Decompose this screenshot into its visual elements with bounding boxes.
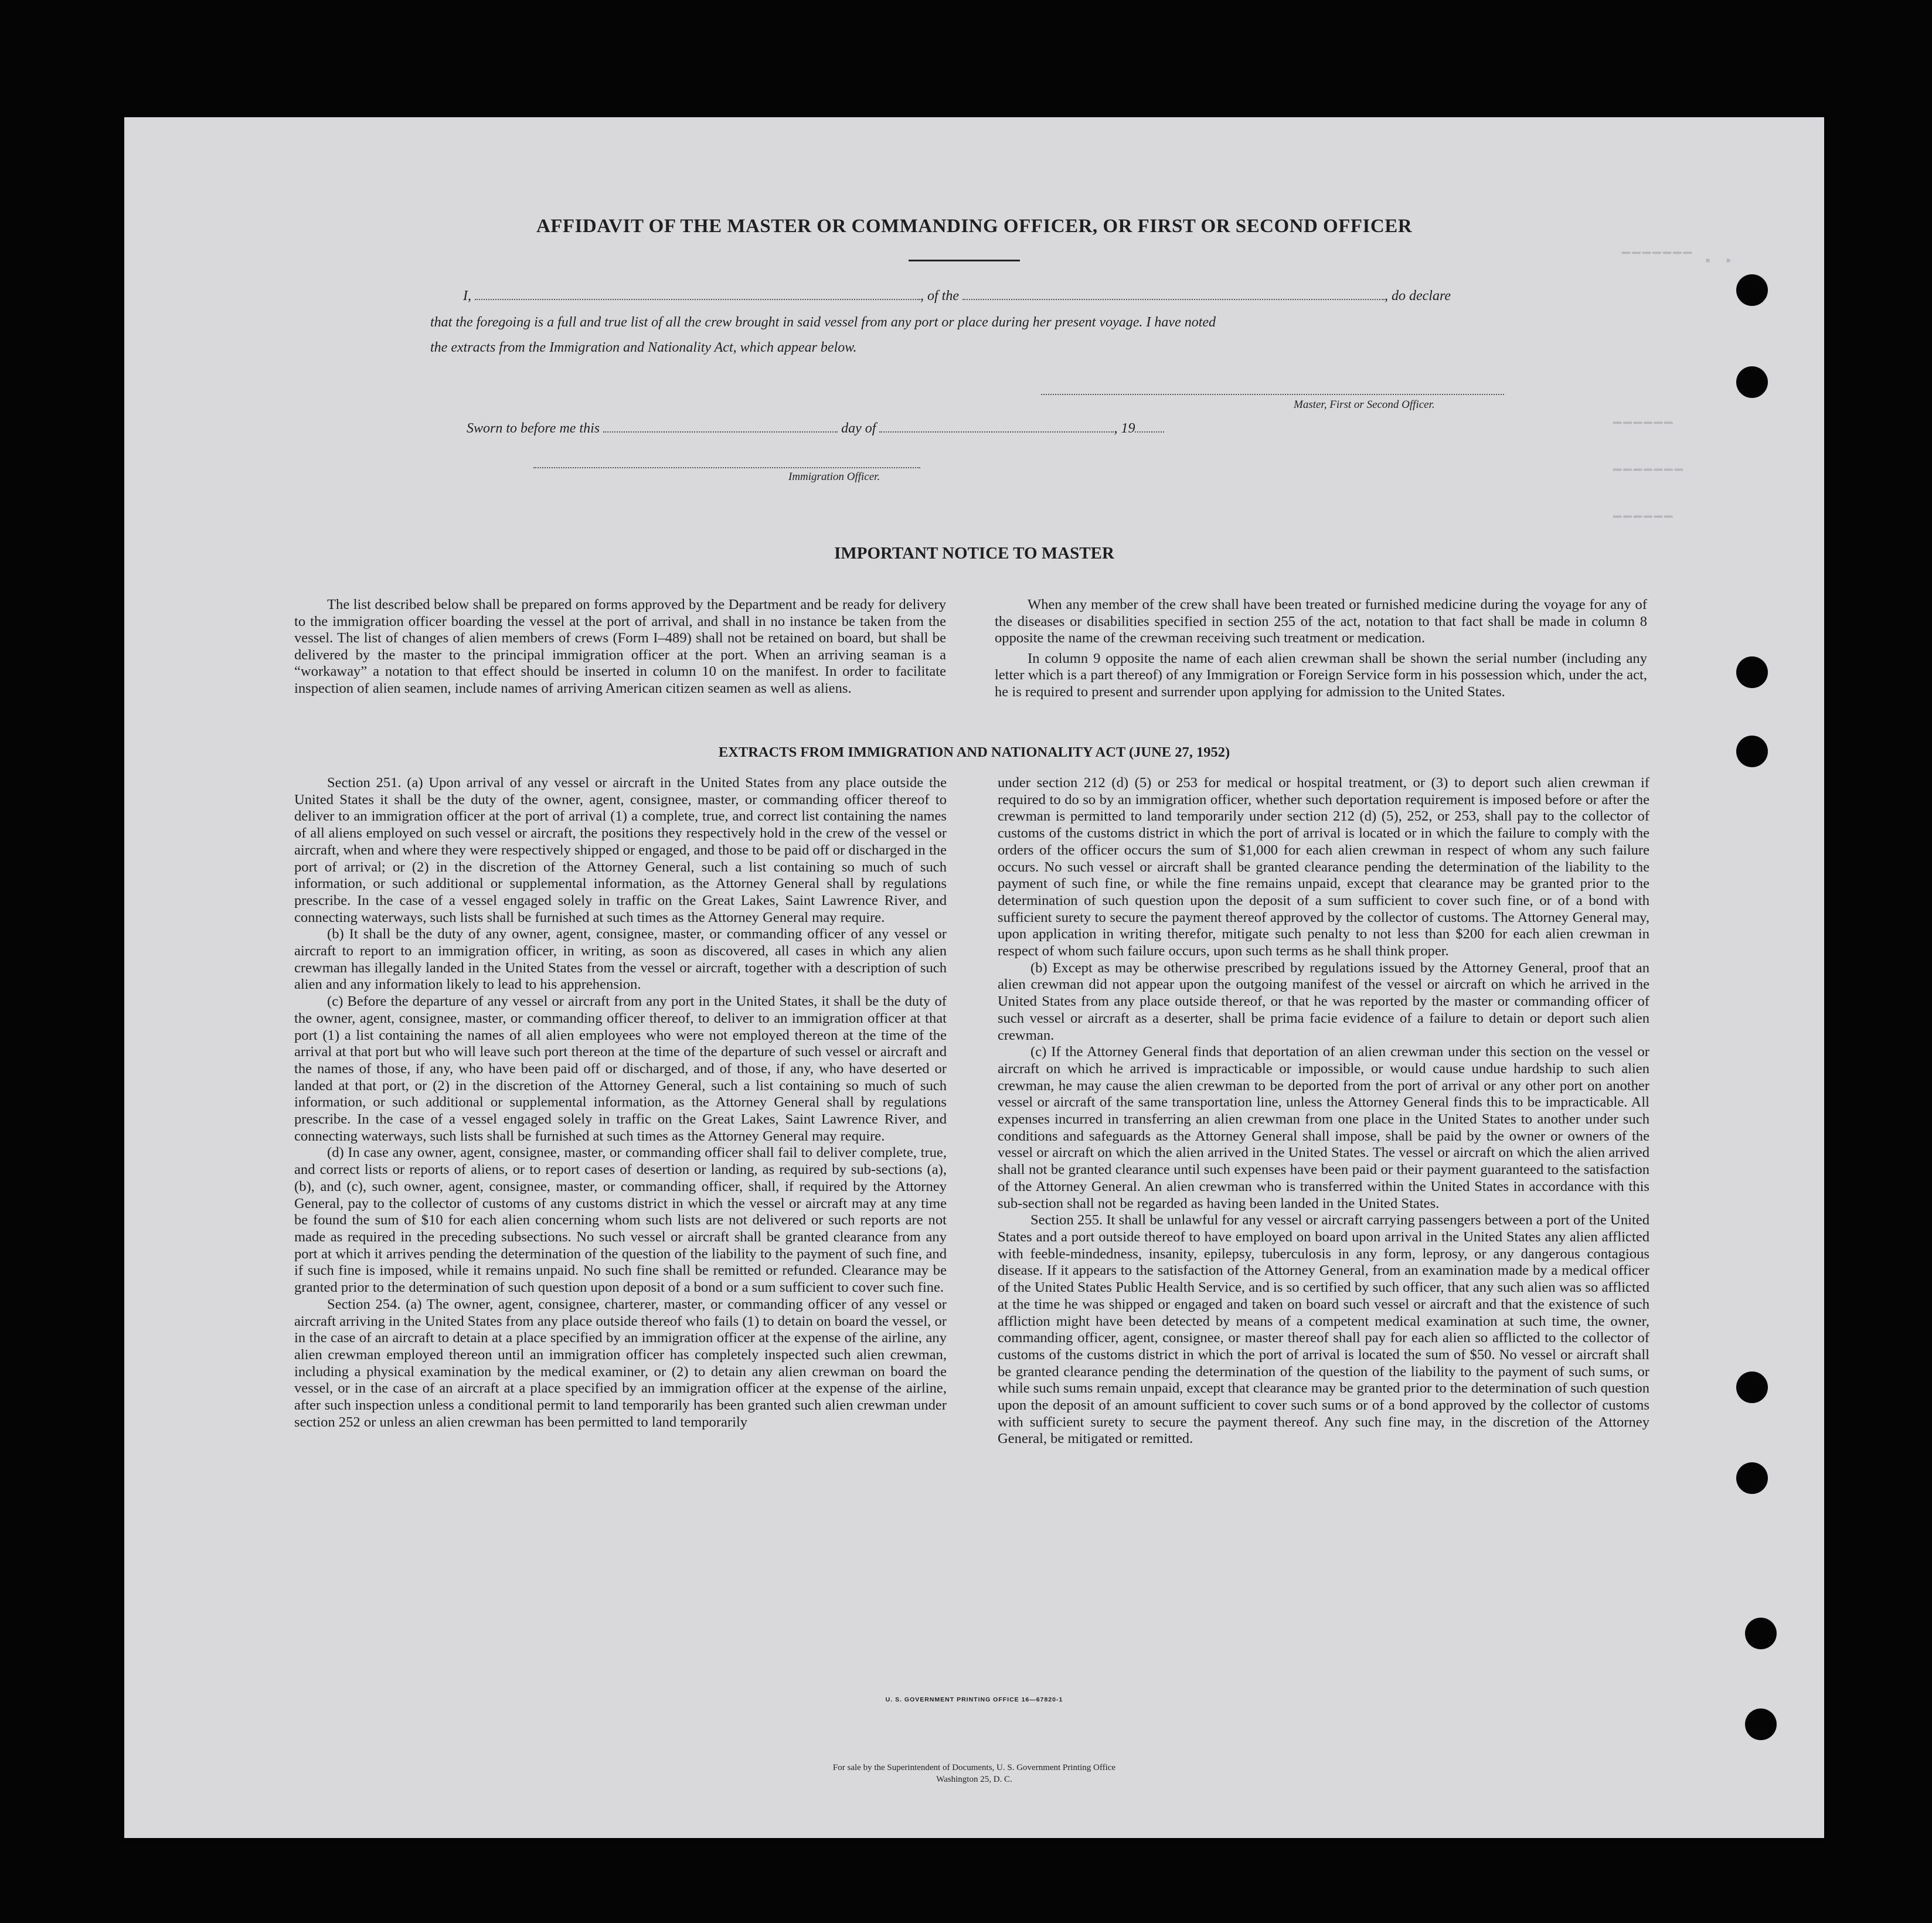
section-254c: (c) If the Attorney General finds that deportation of an alien crewman under this section on the vessel or aircraft on which he arrived is impracticable or impossible, or would cause undue hardship to such alien crewman, he may cause the alien crewman to be deported from the port of arrival or any other port on another vessel or aircraft of the same transportation line, unless the Attorney General finds this to be impracticable. All expenses incurred in transferring an alien crewman from one place in the United States to another under such conditions and safeguards as the Attorney General shall impose, shall be paid by the owner or owners of the vessel or aircraft on which the alien arrived in the United States. The vessel or aircraft on which the alien arrived shall not be granted clearance until such expenses have been paid or their payment guaranteed to the satisfaction of the Attorney General. An alien crewman who is transferred within the United States in accordance with this sub-section shall not be regarded as having been landed in the United States. [998, 1044, 1649, 1211]
year-prefix-label: , 19 [1114, 421, 1135, 436]
sworn-year-field[interactable] [1135, 421, 1164, 433]
punch-hole [1736, 656, 1768, 688]
section-254a: Section 254. (a) The owner, agent, consignee, charterer, master, or commanding officer of any vessel or aircraft arriving in the United States from any place outside thereof who fails (1) to detain on board the vessel, or in the case of an aircraft to detain at a place specified by an immigration officer at the expense of the airline, any alien crewman employed thereon until an immigration officer has completely inspected such alien crewman, including a physical examination by the medical examiner, or (2) to detain any alien crewman on board the vessel, or in the case of an aircraft at a place specified by an immigration officer at the expense of the airline, after such inspection unless a conditional permit to land temporarily has been granted such alien crewman under section 252 or unless an alien crewman has been permitted to land temporarily [294, 1296, 947, 1430]
day-of-label: day of [841, 421, 876, 436]
punch-hole [1736, 1462, 1768, 1494]
master-signature-label: Master, First or Second Officer. [1294, 399, 1435, 411]
officer-signature-label: Immigration Officer. [788, 471, 880, 483]
extracts-right-column [998, 775, 1649, 1448]
do-declare-label: , do declare [1385, 288, 1451, 304]
bleed-through-mark: ▔▔▔▔▔▔ [1613, 518, 1675, 533]
punch-hole [1736, 274, 1768, 306]
sworn-month-field[interactable] [879, 421, 1114, 433]
printing-office-line: U. S. GOVERNMENT PRINTING OFFICE 16—67820-1 [885, 1696, 1063, 1703]
form-sheet [124, 117, 1824, 1838]
section-251b: (b) It shall be the duty of any owner, agent, consignee, master, or commanding officer of any vessel or aircraft to report to an immigration officer, in writing, as soon as discovered, all cases in which any alien crewman has illegally landed in the United States from the vessel or aircraft, together with a description of such alien and any information likely to lead to his apprehension. [294, 926, 947, 993]
for-sale-line-2: Washington 25, D. C. [936, 1775, 1012, 1784]
notice-right-paragraph-1: When any member of the crew shall have been treated or furnished medicine during the voyage for any of the diseases or disabilities specified in section 255 of the act, notation to that fact shall be made in column 8 opposite the name of the crewman receiving such treatment or medication. [995, 597, 1647, 646]
bleed-through-mark: ▔▔▔▔▔▔▔ ▪ ▪ [1622, 254, 1734, 270]
statement-line-2: the extracts from the Immigration and Nationality Act, which appear below. [430, 340, 857, 355]
notice-right-column [995, 597, 1647, 701]
notice-title: IMPORTANT NOTICE TO MASTER [834, 544, 1114, 563]
punch-hole [1745, 1708, 1777, 1740]
section-255: Section 255. It shall be unlawful for any vessel or aircraft carrying passengers between a port of the United States and a port outside thereof to have employed on board upon arrival in the United States any alien afflicted with feeble-mindedness, insanity, epilepsy, tuberculosis in any form, leprosy, or any dangerous contagious disease. If it appears to the satisfaction of the Attorney General, from an examination made by a medical officer of the United States Public Health Service, and is so certified by such officer, that any such alien was so afflicted at the time he was shipped or engaged and taken on board such vessel or aircraft and that the existence of such affliction might have been detected by means of a competent medical examination at such time, the owner, commanding officer, agent, consignee, or master thereof shall pay for each alien so afflicted to the collector of customs of the customs district in which the port of arrival is located the sum of $50. No vessel or aircraft shall be granted clearance pending the determination of the question of the liability to the payment of such sums, or while such sums remain unpaid, except that clearance may be granted prior to the determination of such question upon the deposit of an amount sufficient to cover such sums or of a bond approved by the collector of customs with sufficient surety to secure the payment thereof. Any such fine may, in the discretion of the Attorney General, be mitigated or remitted. [998, 1212, 1649, 1447]
punch-hole [1736, 366, 1768, 398]
title-rule [909, 260, 1020, 261]
for-sale-line-1: For sale by the Superintendent of Documents, U. S. Government Printing Office [832, 1763, 1116, 1772]
section-254b: (b) Except as may be otherwise prescribed by regulations issued by the Attorney General, proof that an alien crewman did not appear upon the outgoing manifest of the vessel or aircraft on which he arrived in the United States from any place outside thereof, or that he was reported by the master or commanding officer of such vessel or aircraft as a deserter, shall be prima facie evidence of a failure to detain or deport such alien crewman. [998, 959, 1649, 1043]
section-251a: Section 251. (a) Upon arrival of any vessel or aircraft in the United States from any place outside the United States it shall be the duty of the owner, agent, consignee, master, or commanding officer thereof to deliver to an immigration officer at the port of arrival (1) a complete, true, and correct list containing the names of all aliens employed on such vessel or aircraft, the positions they respectively hold in the crew of the vessel or aircraft, when and where they were respectively shipped or engaged, and those to be paid off or discharged in the port of arrival; or (2) in the discretion of the Attorney General, such a list containing so much of such information, or such additional or supplemental information, as the Attorney General shall by regulations prescribe. In the case of a vessel engaged solely in traffic on the Great Lakes, Saint Lawrence River, and connecting waterways, such lists shall be furnished at such times as the Attorney General may require. [294, 775, 947, 925]
bleed-through-mark: ▔▔▔▔▔▔ [1613, 424, 1675, 440]
vessel-name-field[interactable] [962, 288, 1385, 300]
master-signature-line[interactable] [1041, 394, 1504, 395]
officer-signature-line[interactable] [533, 467, 920, 468]
punch-hole [1745, 1618, 1777, 1649]
sworn-day-field[interactable] [603, 421, 838, 433]
notice-right-paragraph-2: In column 9 opposite the name of each alien crewman shall be shown the serial number (including any letter which is a part thereof) of any Immigration or Foreign Service form in his possession which, under the act, he is required to present and surrender upon applying for admission to the United States. [995, 650, 1647, 700]
of-the-label: , of the [920, 288, 959, 304]
affidavit-title: AFFIDAVIT OF THE MASTER OR COMMANDING OFFICER, OR FIRST OR SECOND OFFICER [536, 216, 1413, 237]
statement-line-1: that the foregoing is a full and true list of all the crew brought in said vessel from any port or place during her present voyage. I have noted [430, 315, 1216, 330]
punch-hole [1736, 1371, 1768, 1403]
extracts-title: EXTRACTS FROM IMMIGRATION AND NATIONALITY ACT (JUNE 27, 1952) [718, 744, 1230, 760]
i-label: I, [463, 288, 471, 304]
extracts-left-column [294, 775, 947, 1431]
section-251c: (c) Before the departure of any vessel or aircraft from any port in the United States, it shall be the duty of the owner, agent, consignee, master, or commanding officer thereof, to deliver to an immigration officer at that port (1) a list containing the names of all alien employees who were not employed thereon at the time of the arrival at that port but who will leave such port thereon at the time of the departure of such vessel or aircraft and the names of those, if any, who have been paid off or discharged, and of those, if any, who have deserted or landed at that port, or (2) in the discretion of the Attorney General, such a list containing so much of such information, or such additional or supplemental information, as the Attorney General shall by regulations prescribe. In the case of a vessel engaged solely in traffic on the Great Lakes, Saint Lawrence River, and connecting waterways, such lists shall be furnished at such times as the Attorney General may require. [294, 993, 947, 1144]
section-254a-continued: under section 212 (d) (5) or 253 for medical or hospital treatment, or (3) to deport such alien crewman if required to do so by an immigration officer, whether such deportation requirement is imposed before or after the crewman is permitted to land temporarily under section 212 (d) (5), 252, or 253, shall pay to the collector of customs of the customs district in which the port of arrival is located or in which the failure to comply with the orders of the officer occurs the sum of $1,000 for each alien crewman in respect of whom any such failure occurs. No such vessel or aircraft shall be granted clearance pending the determination of the liability to the payment of such fine, or while the fine remains unpaid, except that clearance may be granted prior to the determination of such question upon the deposit of a sum sufficient to cover such fine, or of a bond with sufficient surety to secure the payment thereof approved by the collector of customs. The Attorney General may, upon application in writing therefor, mitigate such penalty to not less than $200 for each alien crewman in respect of whom such failure occurs, upon such terms as he shall think proper. [998, 775, 1649, 959]
declaration-line [463, 288, 1451, 304]
sworn-label: Sworn to before me this [467, 421, 600, 436]
notice-left-column [294, 597, 946, 697]
bleed-through-mark: ▔▔▔▔▔▔▔ [1613, 471, 1685, 486]
section-251d: (d) In case any owner, agent, consignee, master, or commanding officer shall fail to deliver complete, true, and correct lists or reports of aliens, or to report cases of desertion or landing, as required by sub-sections (a), (b), and (c), such owner, agent, consignee, master, or commanding officer, shall, if required by the Attorney General, pay to the collector of customs of any customs district in which the vessel or aircraft may at any time be found the sum of $10 for each alien concerning whom such lists are not delivered or such reports are not made as required in the preceding subsections. No such vessel or aircraft shall be granted clearance from any port at which it arrives pending the determination of the question of the liability to the payment of such fine, and if such fine is imposed, while it remains unpaid. No such fine shall be remitted or refunded. Clearance may be granted prior to the determination of such question upon deposit of a bond or a sum sufficient to cover such fine. [294, 1145, 947, 1296]
notice-left-paragraph: The list described below shall be prepared on forms approved by the Department and be ready for delivery to the immigration officer boarding the vessel at the port of arrival, and shall in no instance be taken from the vessel. The list of changes of alien members of crews (Form I–489) shall not be retained on board, but shall be delivered by the master to the principal immigration officer at the port. When an arriving seaman is a “workaway” a notation to that effect should be inserted in column 10 on the manifest. In order to facilitate inspection of alien seamen, include names of arriving American citizen seamen as well as aliens. [294, 597, 946, 696]
sworn-line [467, 421, 1164, 437]
master-name-field[interactable] [475, 288, 920, 300]
